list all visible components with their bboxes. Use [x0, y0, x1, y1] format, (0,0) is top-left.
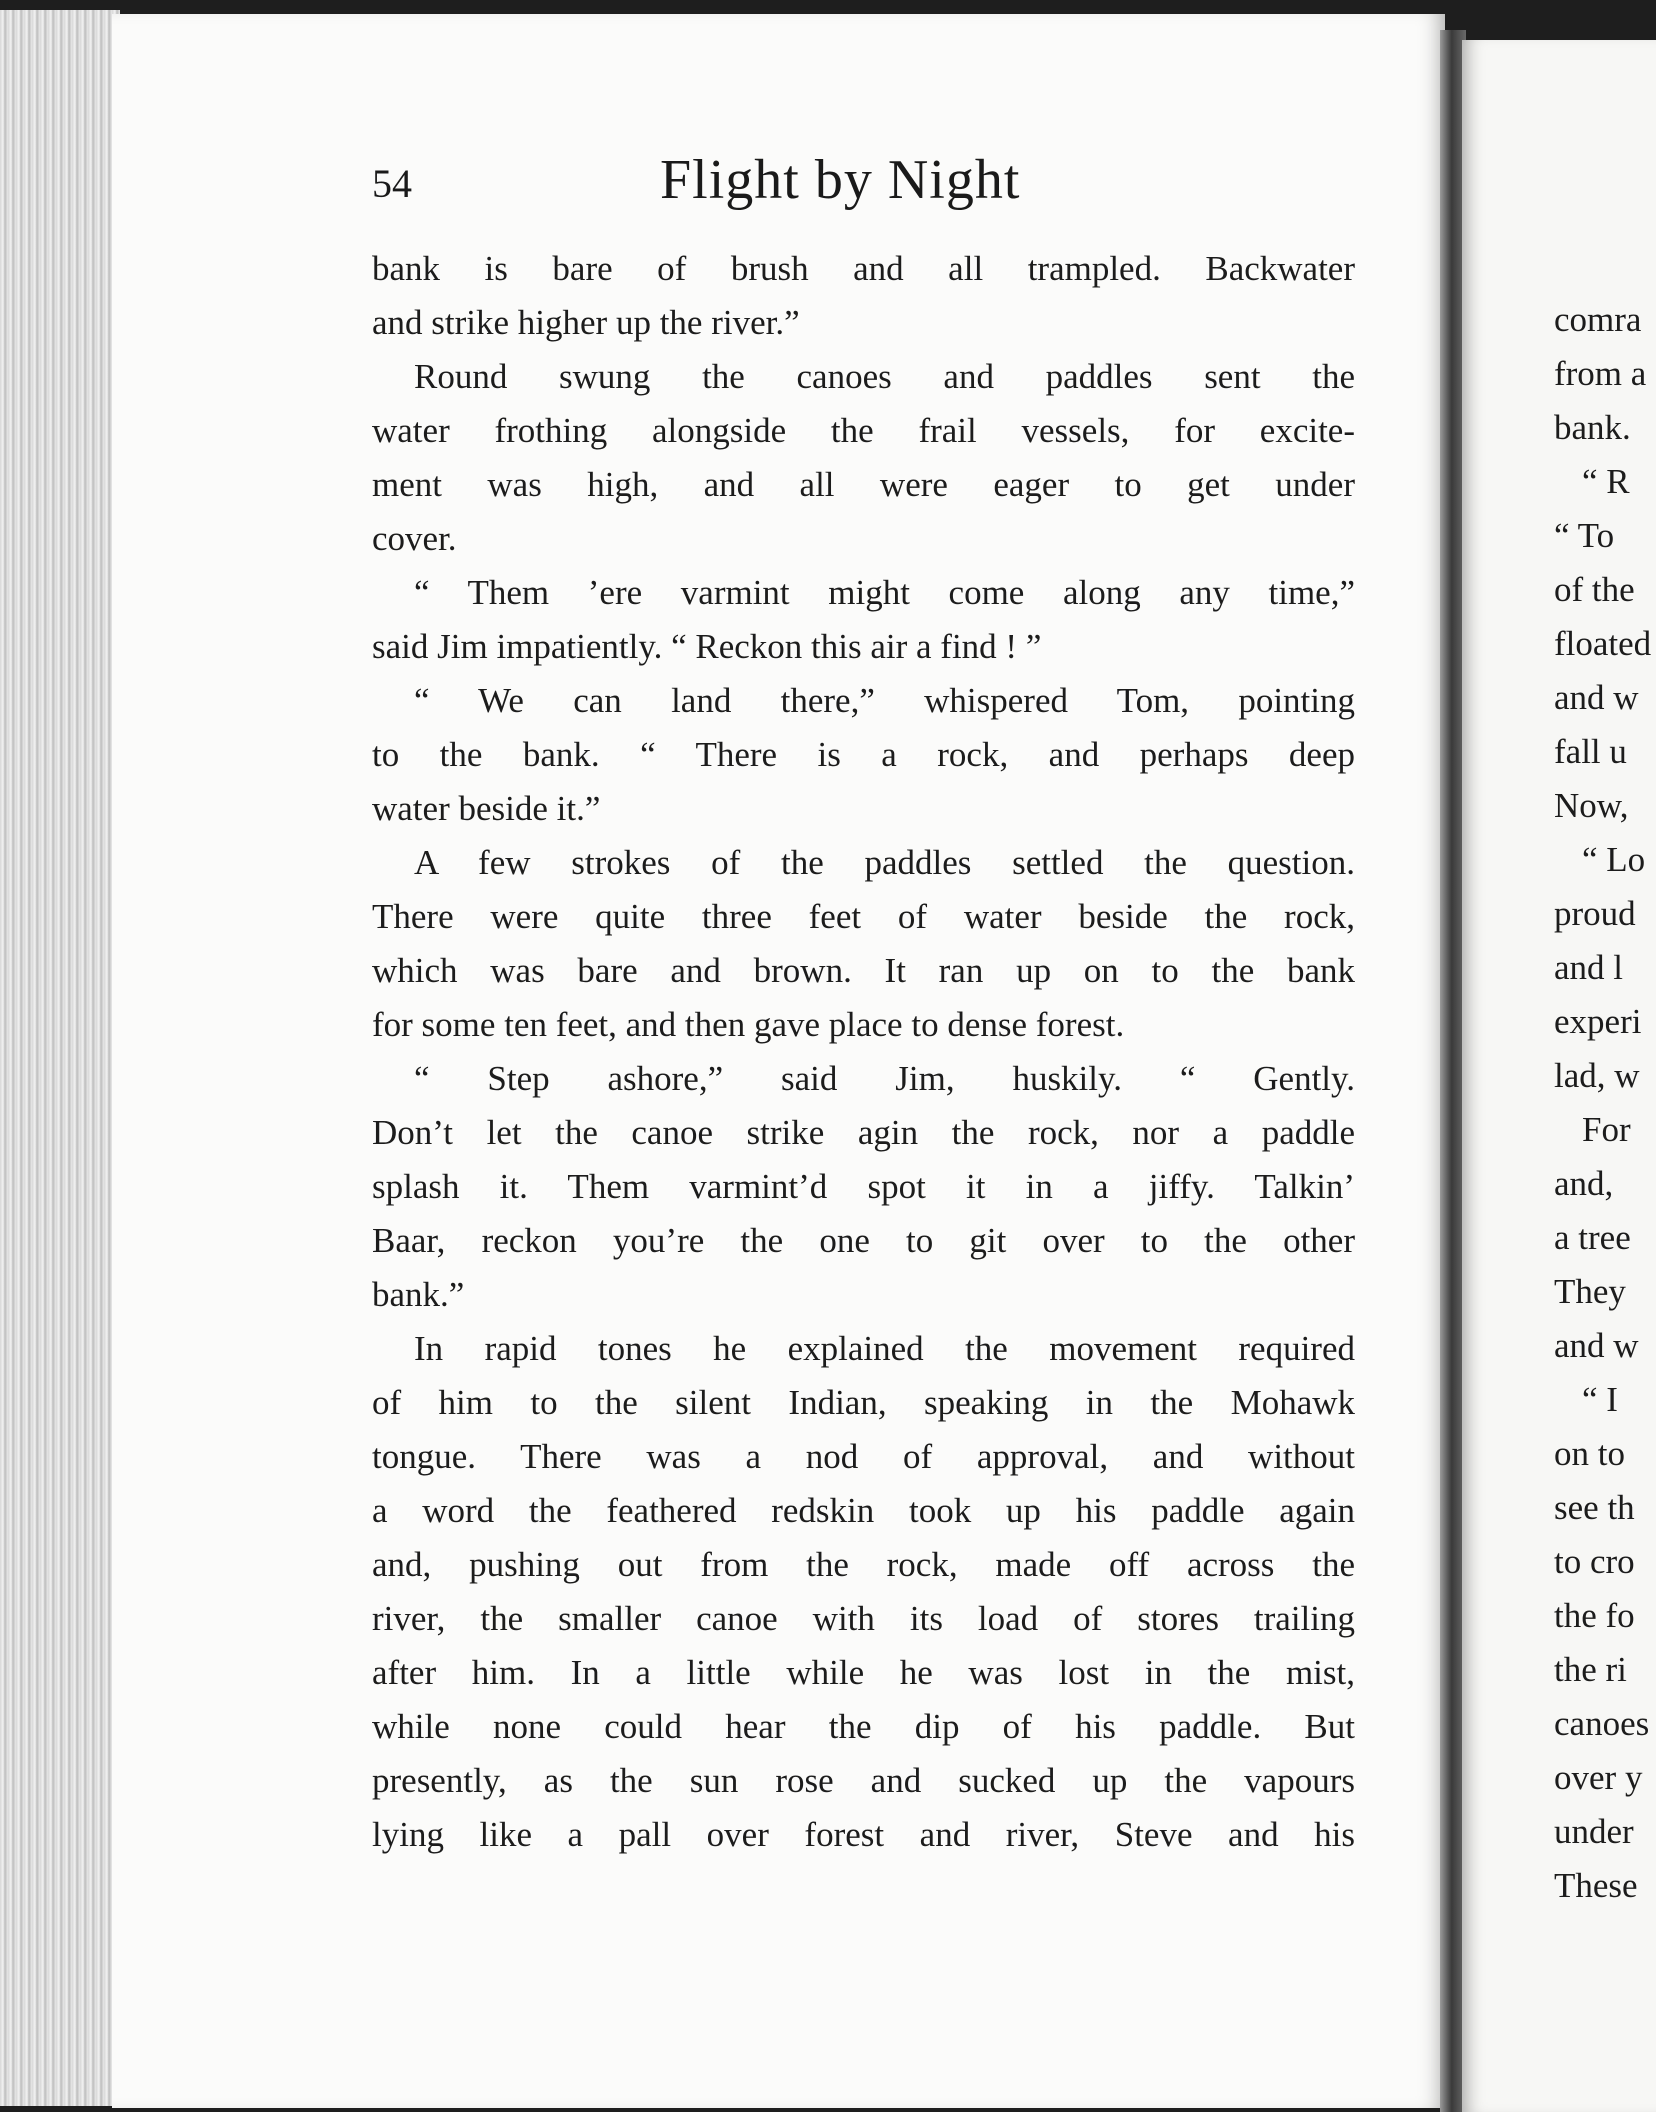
right-page-line-fragment: floated [1554, 624, 1652, 663]
text-line: river, the smaller canoe with its load of stores trailing [372, 1599, 1355, 1638]
right-page-line-fragment: “ To [1554, 516, 1615, 555]
text-line: Don’t let the canoe strike agin the rock, nor a paddle [372, 1113, 1355, 1152]
text-line: bank.” [372, 1275, 465, 1314]
right-page-line-fragment: These [1554, 1866, 1638, 1905]
right-page-line-fragment: and w [1554, 678, 1639, 717]
right-page-line-fragment: lad, w [1554, 1056, 1640, 1095]
right-page-line-fragment: the ri [1554, 1650, 1627, 1689]
text-line: to the bank. “ There is a rock, and perhaps deep [372, 735, 1355, 774]
text-line: cover. [372, 519, 457, 558]
right-page-line-fragment: and l [1554, 948, 1624, 987]
text-line: said Jim impatiently. “ Reckon this air a find ! ” [372, 627, 1042, 666]
text-line: and strike higher up the river.” [372, 303, 800, 342]
right-page-text [1554, 293, 1651, 1913]
text-line: presently, as the sun rose and sucked up the vapours [372, 1761, 1355, 1800]
text-line: “ We can land there,” whispered Tom, pointing [414, 681, 1355, 720]
right-page [1462, 40, 1656, 2112]
text-line: “ Them ’ere varmint might come along any time,” [414, 573, 1355, 612]
right-page-line-fragment: “ R [1582, 462, 1630, 501]
right-page-line-fragment: under [1554, 1812, 1634, 1851]
text-line: a word the feathered redskin took up his paddle again [372, 1491, 1355, 1530]
right-page-line-fragment: to cro [1554, 1542, 1635, 1581]
right-page-line-fragment: “ I [1582, 1380, 1618, 1419]
right-page-line-fragment: proud [1554, 894, 1636, 933]
text-line: and, pushing out from the rock, made off across the [372, 1545, 1355, 1584]
right-page-line-fragment: canoes [1554, 1704, 1650, 1743]
right-page-line-fragment: of the [1554, 570, 1635, 609]
text-line: of him to the silent Indian, speaking in the Mohawk [372, 1383, 1355, 1422]
text-line: Baar, reckon you’re the one to git over to the other [372, 1221, 1355, 1260]
text-line: which was bare and brown. It ran up on to the bank [372, 951, 1355, 990]
text-line: Round swung the canoes and paddles sent the [414, 357, 1355, 396]
right-page-line-fragment: For [1582, 1110, 1631, 1149]
right-page-line-fragment: fall u [1554, 732, 1627, 771]
text-line: after him. In a little while he was lost in the mist, [372, 1653, 1355, 1692]
text-line: In rapid tones he explained the movement required [414, 1329, 1355, 1368]
text-line: water beside it.” [372, 789, 601, 828]
text-line: ment was high, and all were eager to get under [372, 465, 1355, 504]
right-page-line-fragment: the fo [1554, 1596, 1635, 1635]
page-number: 54 [372, 161, 412, 206]
right-page-line-fragment: comra [1554, 300, 1642, 339]
right-page-line-fragment: on to [1554, 1434, 1625, 1473]
right-page-line-fragment: over y [1554, 1758, 1643, 1797]
right-page-line-fragment: from a [1554, 354, 1647, 393]
right-page-line-fragment: Now, [1554, 786, 1629, 825]
text-line: bank is bare of brush and all trampled. Backwater [372, 249, 1355, 288]
right-page-line-fragment: and w [1554, 1326, 1639, 1365]
text-line: water frothing alongside the frail vessels, for excite- [372, 411, 1355, 450]
text-line: “ Step ashore,” said Jim, huskily. “ Gently. [414, 1059, 1355, 1098]
text-line: lying like a pall over forest and river, Steve and his [372, 1815, 1355, 1854]
right-page-line-fragment: They [1554, 1272, 1626, 1311]
page-edges [0, 10, 120, 2106]
right-page-line-fragment: bank. [1554, 408, 1631, 447]
text-line: splash it. Them varmint’d spot it in a jiffy. Talkin’ [372, 1167, 1355, 1206]
text-line: tongue. There was a nod of approval, and without [372, 1437, 1355, 1476]
right-page-line-fragment: see th [1554, 1488, 1635, 1527]
right-page-line-fragment: and, [1554, 1164, 1614, 1203]
text-line: There were quite three feet of water beside the rock, [372, 897, 1355, 936]
right-page-line-fragment: “ Lo [1582, 840, 1646, 879]
right-page-line-fragment: experi [1554, 1002, 1642, 1041]
text-line: while none could hear the dip of his paddle. But [372, 1707, 1355, 1746]
text-line: for some ten feet, and then gave place to dense forest. [372, 1005, 1125, 1044]
right-page-line-fragment: a tree [1554, 1218, 1631, 1257]
text-line: A few strokes of the paddles settled the question. [414, 843, 1355, 882]
body-text [372, 242, 1355, 1862]
running-head: Flight by Night [660, 149, 1021, 211]
